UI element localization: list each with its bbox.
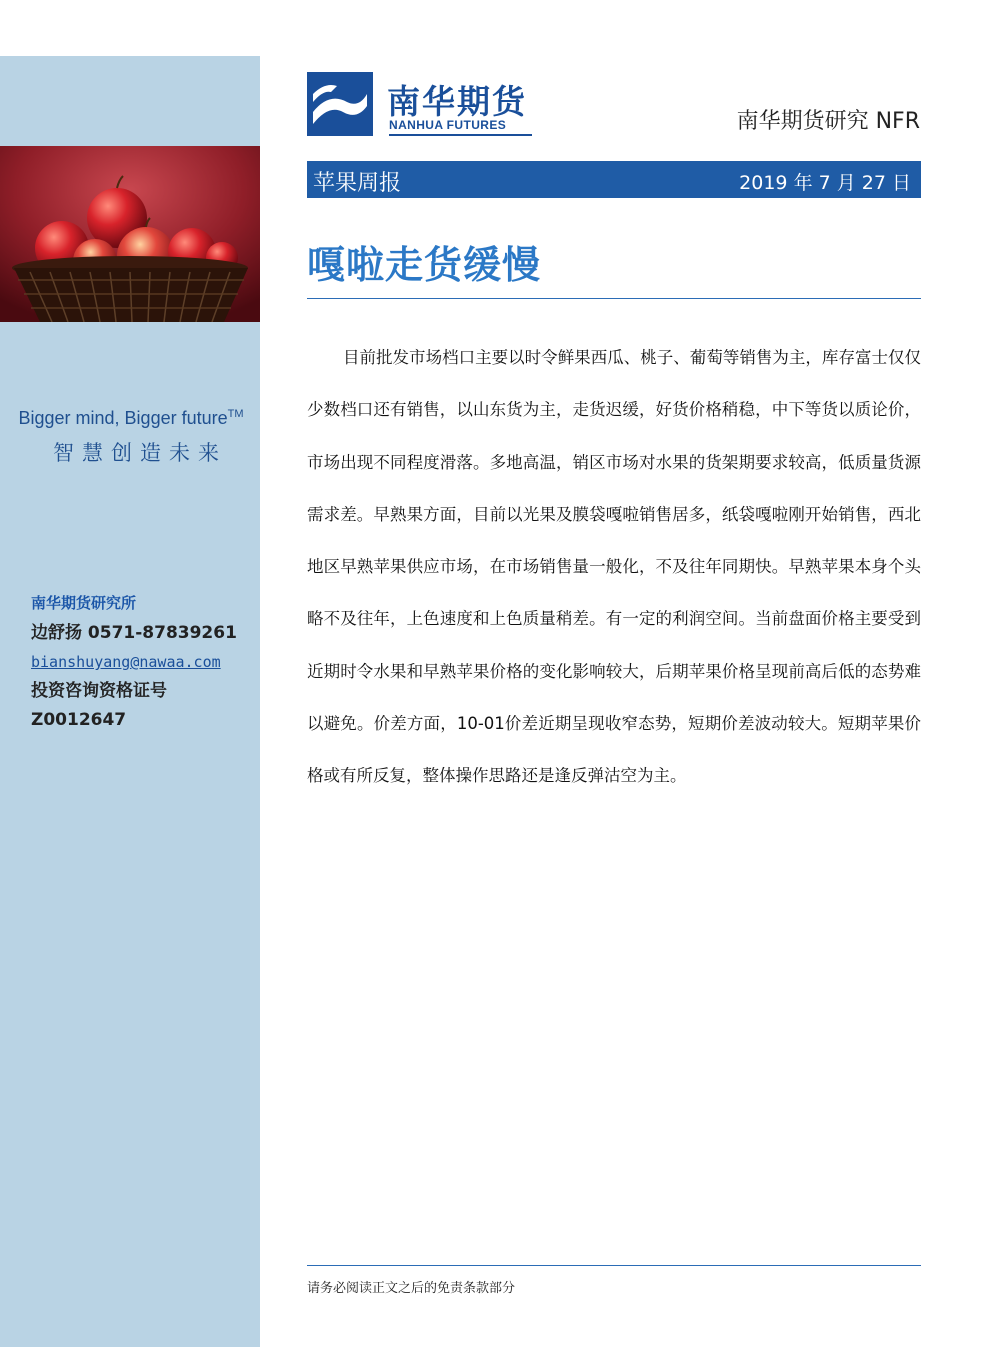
logo-chinese-name: 南华期货 xyxy=(387,82,527,121)
certificate-number: Z0012647 xyxy=(31,710,127,730)
slogan-english-text: Bigger mind, Bigger future xyxy=(18,408,228,428)
research-label: 南华期货研究 NFR xyxy=(736,109,920,134)
certificate-label: 投资咨询资格证号 xyxy=(31,681,167,701)
institute-name: 南华期货研究所 xyxy=(31,594,137,612)
article-body: 目前批发市场档口主要以时令鲜果西瓜、桃子、葡萄等销售为主，库存富士仅仅少数档口还有销售，以山东货为主，走货迟缓，好货价格稍稳，中下等货以质论价，市场出现不同程度滑落。多地高温，销区市场对水果的货架期要求较高，低质量货源需求差。早熟果方面，目前以光果及膜袋嘎啦销售居多，纸袋嘎啦刚开始销售，西北地区早熟苹果供应市场，在市场销售量一般化，不及往年同期快。早熟苹果本身个头略不及往年，上色速度和上色质量稍差。有一定的利润空间。当前盘面价格主要受到近期时令水果和早熟苹果价格的变化影响较大，后期苹果价格呈现前高后低的态势难以避免。价差方面，10-01价差近期呈现收窄态势，短期价差波动较大。短期苹果价格或有所反复，整体操作思路还是逢反弹沽空为主。 xyxy=(307,348,921,786)
apple-basket-image xyxy=(0,146,260,322)
report-banner xyxy=(307,161,921,198)
disclaimer-note: 请务必阅读正文之后的免责条款部分 xyxy=(307,1281,516,1296)
slogan-chinese: 智慧创造未来 xyxy=(53,441,227,465)
analyst-email-link[interactable]: bianshuyang@nawaa.com xyxy=(31,653,221,671)
contact-block xyxy=(31,592,256,735)
trademark-mark: TM xyxy=(227,408,244,420)
footer-divider xyxy=(307,1265,921,1266)
article-title: 嘎啦走货缓慢 xyxy=(307,243,542,287)
report-type: 苹果周报 xyxy=(313,171,402,196)
logo-english-name: NANHUA FUTURES xyxy=(389,118,507,132)
slogan-english xyxy=(0,408,262,429)
analyst-name-phone: 边舒扬 0571-87839261 xyxy=(31,623,237,643)
report-date: 2019 年 7 月 27 日 xyxy=(739,172,911,194)
logo-underline xyxy=(389,134,532,136)
nanhua-logo-icon xyxy=(307,72,373,136)
title-divider xyxy=(307,298,921,299)
